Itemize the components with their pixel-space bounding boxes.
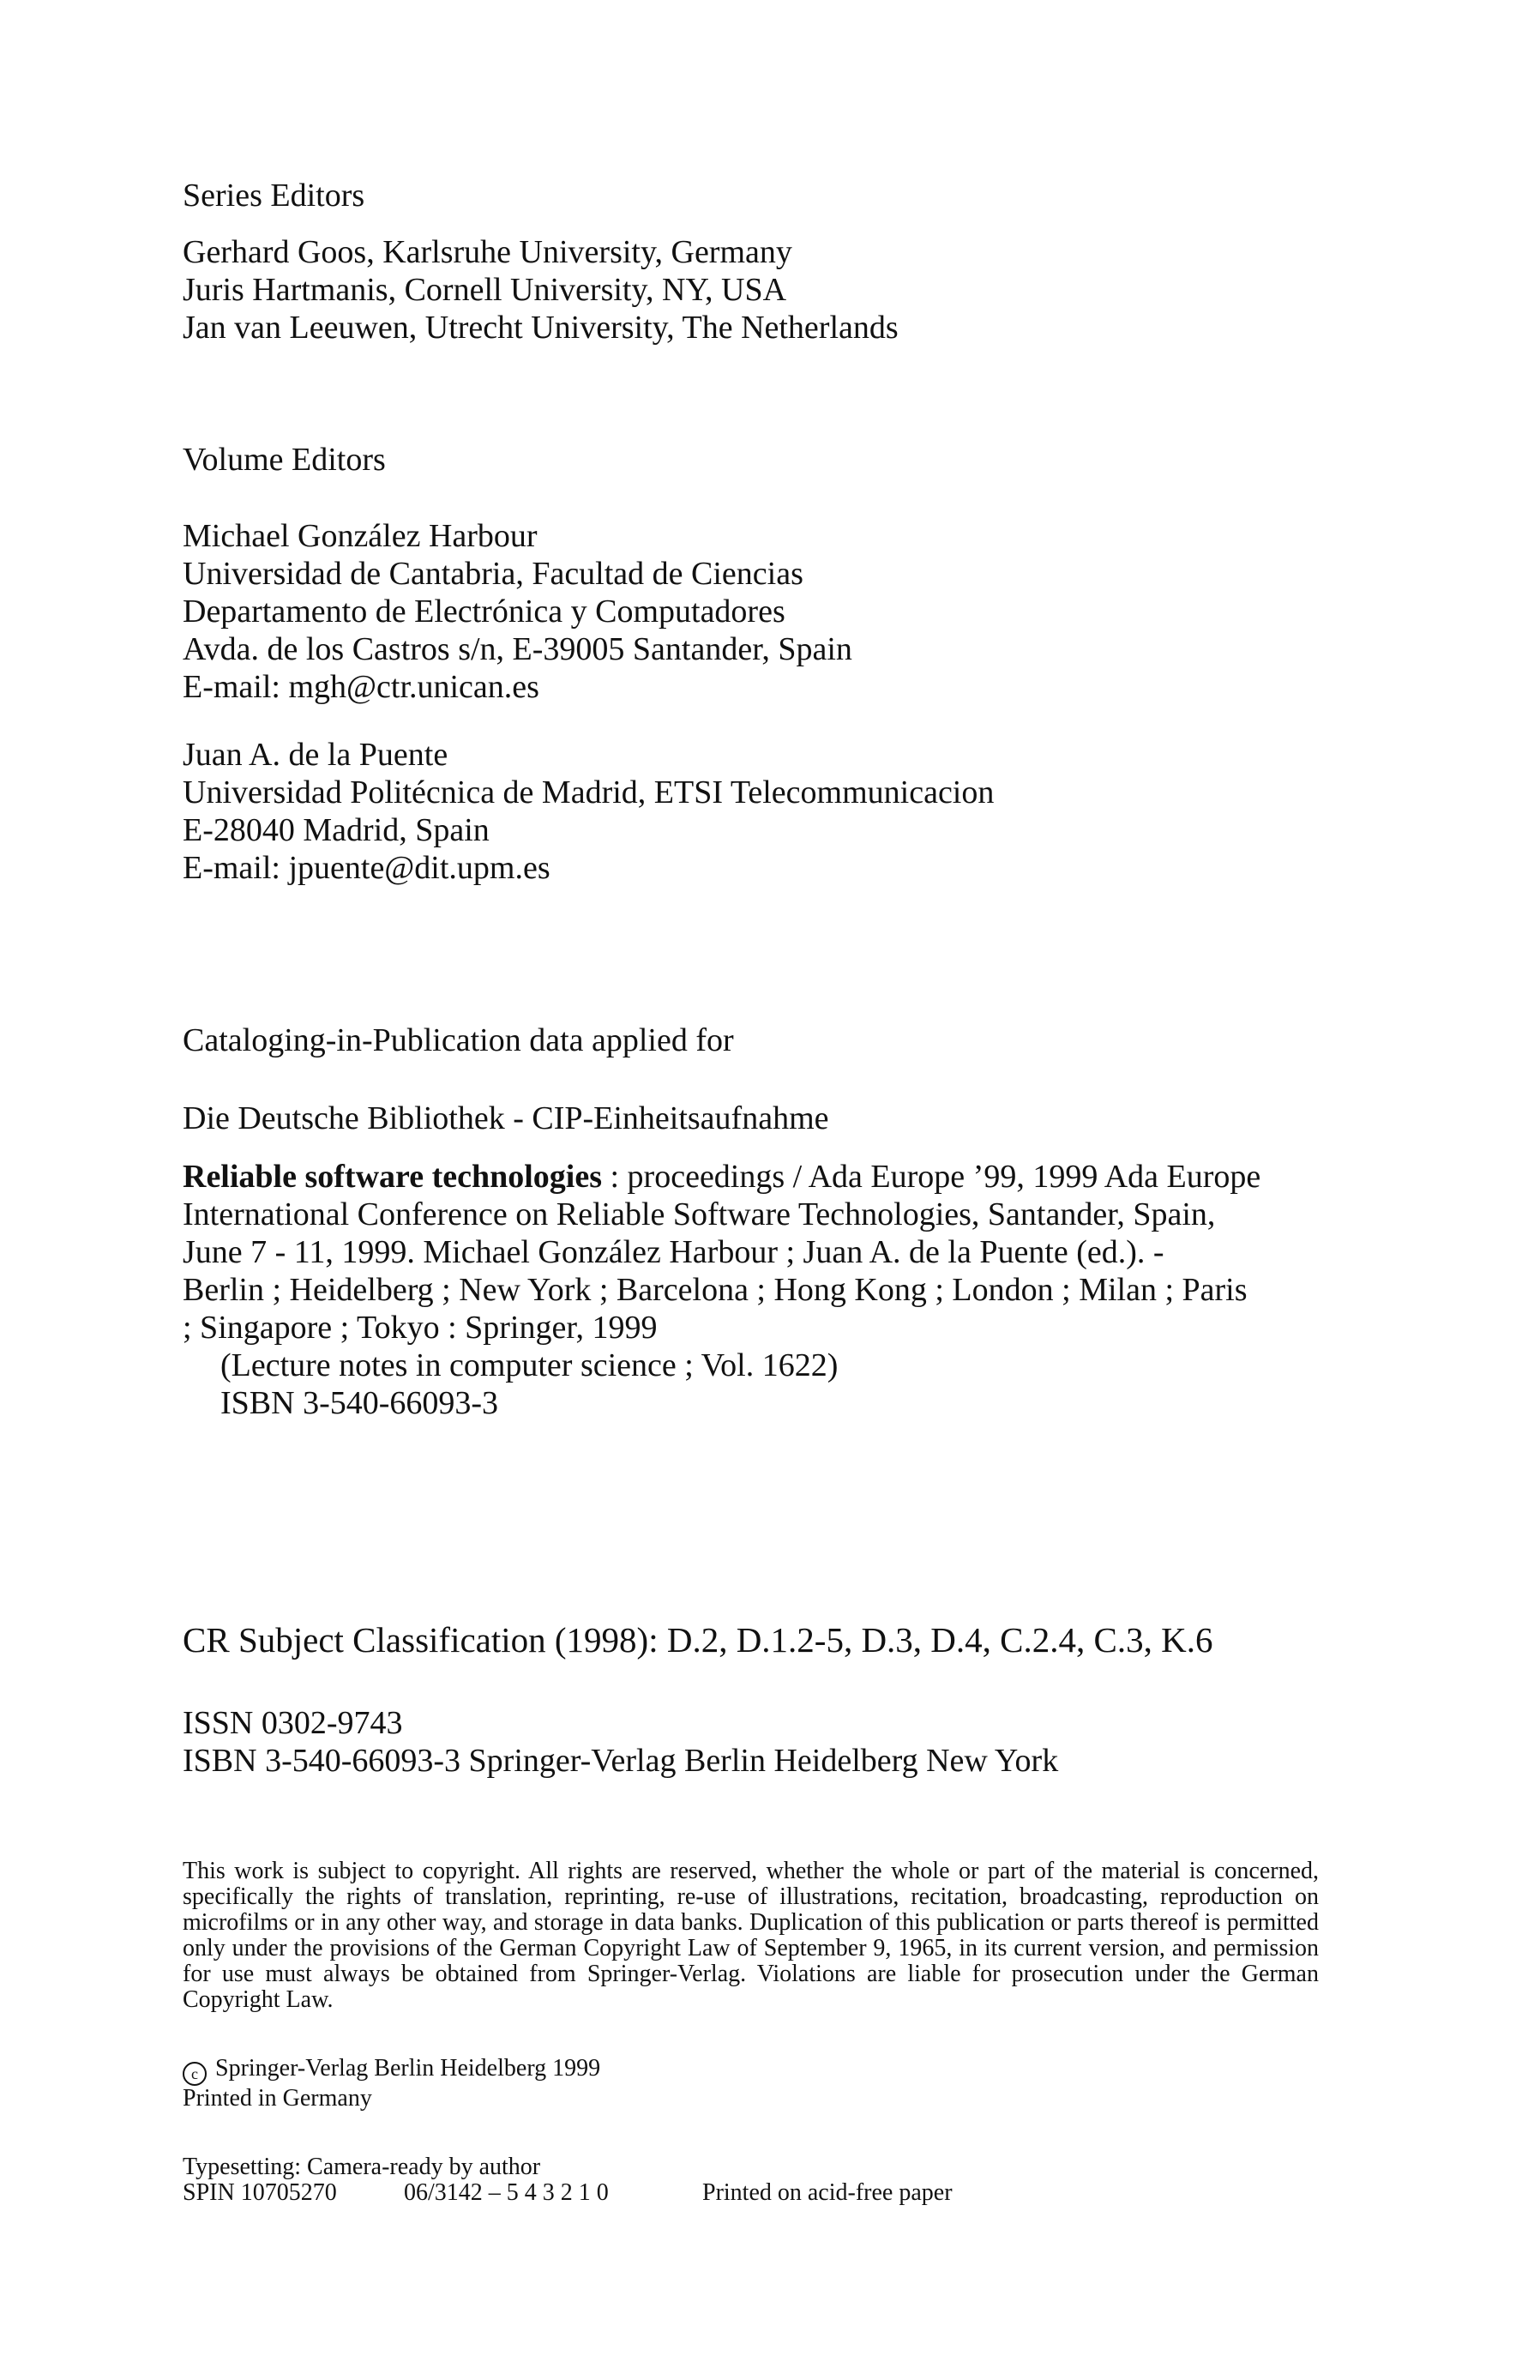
- copyright-notice: This work is subject to copyright. All rights are reserved, whether the whole or part of the material is concerned, specifically the rights of translation, reprinting, re-use of illustrations, recitation, broadcasting, reproduction on microfilms or in any other way, and storage in data banks. Duplication of this publication or parts thereof is permitted only under the provisions of the German Copyright Law of September 9, 1965, in its current version, and permission for use must always be obtained from Springer-Verlag. Violations are liable for prosecution under the German Copyright Law.: [183, 1858, 1319, 2013]
- editor-department: Departamento de Electrónica y Computadores: [183, 593, 785, 630]
- editor-name: Juan A. de la Puente: [183, 737, 448, 773]
- editor-affiliation: Universidad de Cantabria, Facultad de Ciencias: [183, 556, 803, 592]
- cip-library-text: Die Deutsche Bibliothek - CIP-Einheitsaufnahme: [183, 1100, 829, 1136]
- series-editors-list: [183, 233, 1323, 346]
- series-editor-line: Gerhard Goos, Karlsruhe University, Germany: [183, 234, 792, 270]
- production-info: [183, 2154, 1323, 2206]
- series-editors-heading: [183, 177, 1323, 214]
- volume-editors-heading: [183, 441, 1323, 479]
- issn: ISSN 0302-9743: [183, 1705, 403, 1741]
- copyright-holder: [183, 2056, 1323, 2112]
- cip-title-line: [183, 1158, 1323, 1196]
- cr-classification-text: CR Subject Classification (1998): D.2, D.1.2-5, D.3, D.4, C.2.4, C.3, K.6: [183, 1620, 1213, 1660]
- cr-classification: [183, 1619, 1323, 1660]
- cip-record-line: Berlin ; Heidelberg ; New York ; Barcelona ; Hong Kong ; London ; Milan ; Paris: [183, 1272, 1248, 1308]
- spin-row: [183, 2180, 1323, 2206]
- series-editor-line: Juris Hartmanis, Cornell University, NY, USA: [183, 272, 787, 308]
- series-editors-title: Series Editors: [183, 178, 365, 214]
- cip-series-note: (Lecture notes in computer science ; Vol. 1622): [220, 1347, 839, 1383]
- copyright-line: [183, 2056, 1323, 2086]
- editor-affiliation: Universidad Politécnica de Madrid, ETSI Telecommunicacion: [183, 774, 995, 810]
- series-editor-line: Jan van Leeuwen, Utrecht University, The Netherlands: [183, 310, 899, 346]
- cip-isbn: ISBN 3-540-66093-3: [220, 1385, 499, 1421]
- spin-number: SPIN 10705270: [183, 2179, 337, 2206]
- isbn-full: ISBN 3-540-66093-3 Springer-Verlag Berlin Heidelberg New York: [183, 1743, 1059, 1779]
- cip-title: Reliable software technologies: [183, 1159, 602, 1195]
- editor-address: Avda. de los Castros s/n, E-39005 Santander, Spain: [183, 631, 852, 667]
- volume-editor-2: [183, 736, 1323, 887]
- cip-record-line: ; Singapore ; Tokyo : Springer, 1999: [183, 1310, 658, 1346]
- editor-email: E-mail: mgh@ctr.unican.es: [183, 669, 539, 705]
- paper-note: Printed on acid-free paper: [702, 2179, 953, 2206]
- cip-applied-text: Cataloging-in-Publication data applied for: [183, 1022, 734, 1058]
- cip-record-line: June 7 - 11, 1999. Michael González Harbour ; Juan A. de la Puente (ed.). -: [183, 1234, 1164, 1270]
- cip-library: [183, 1100, 1323, 1137]
- copyright-holder-text: Springer-Verlag Berlin Heidelberg 1999: [215, 2055, 601, 2082]
- volume-editors-title: Volume Editors: [183, 442, 386, 478]
- editor-address: E-28040 Madrid, Spain: [183, 812, 490, 848]
- printed-in: Printed in Germany: [183, 2085, 372, 2112]
- cip-record-line: International Conference on Reliable Software Technologies, Santander, Spain,: [183, 1196, 1216, 1232]
- issn-isbn: [183, 1704, 1323, 1780]
- editor-email: E-mail: jpuente@dit.upm.es: [183, 850, 550, 886]
- cip-title-rest: : proceedings / Ada Europe ’99, 1999 Ada Europe: [602, 1159, 1261, 1195]
- copyright-icon: c: [183, 2062, 207, 2086]
- cip-applied: [183, 1021, 1323, 1059]
- cip-record: [183, 1158, 1323, 1422]
- volume-editor-1: [183, 517, 1323, 706]
- print-code: 06/3142 – 5 4 3 2 1 0: [404, 2179, 609, 2206]
- typesetting: Typesetting: Camera-ready by author: [183, 2154, 541, 2180]
- editor-name: Michael González Harbour: [183, 518, 538, 554]
